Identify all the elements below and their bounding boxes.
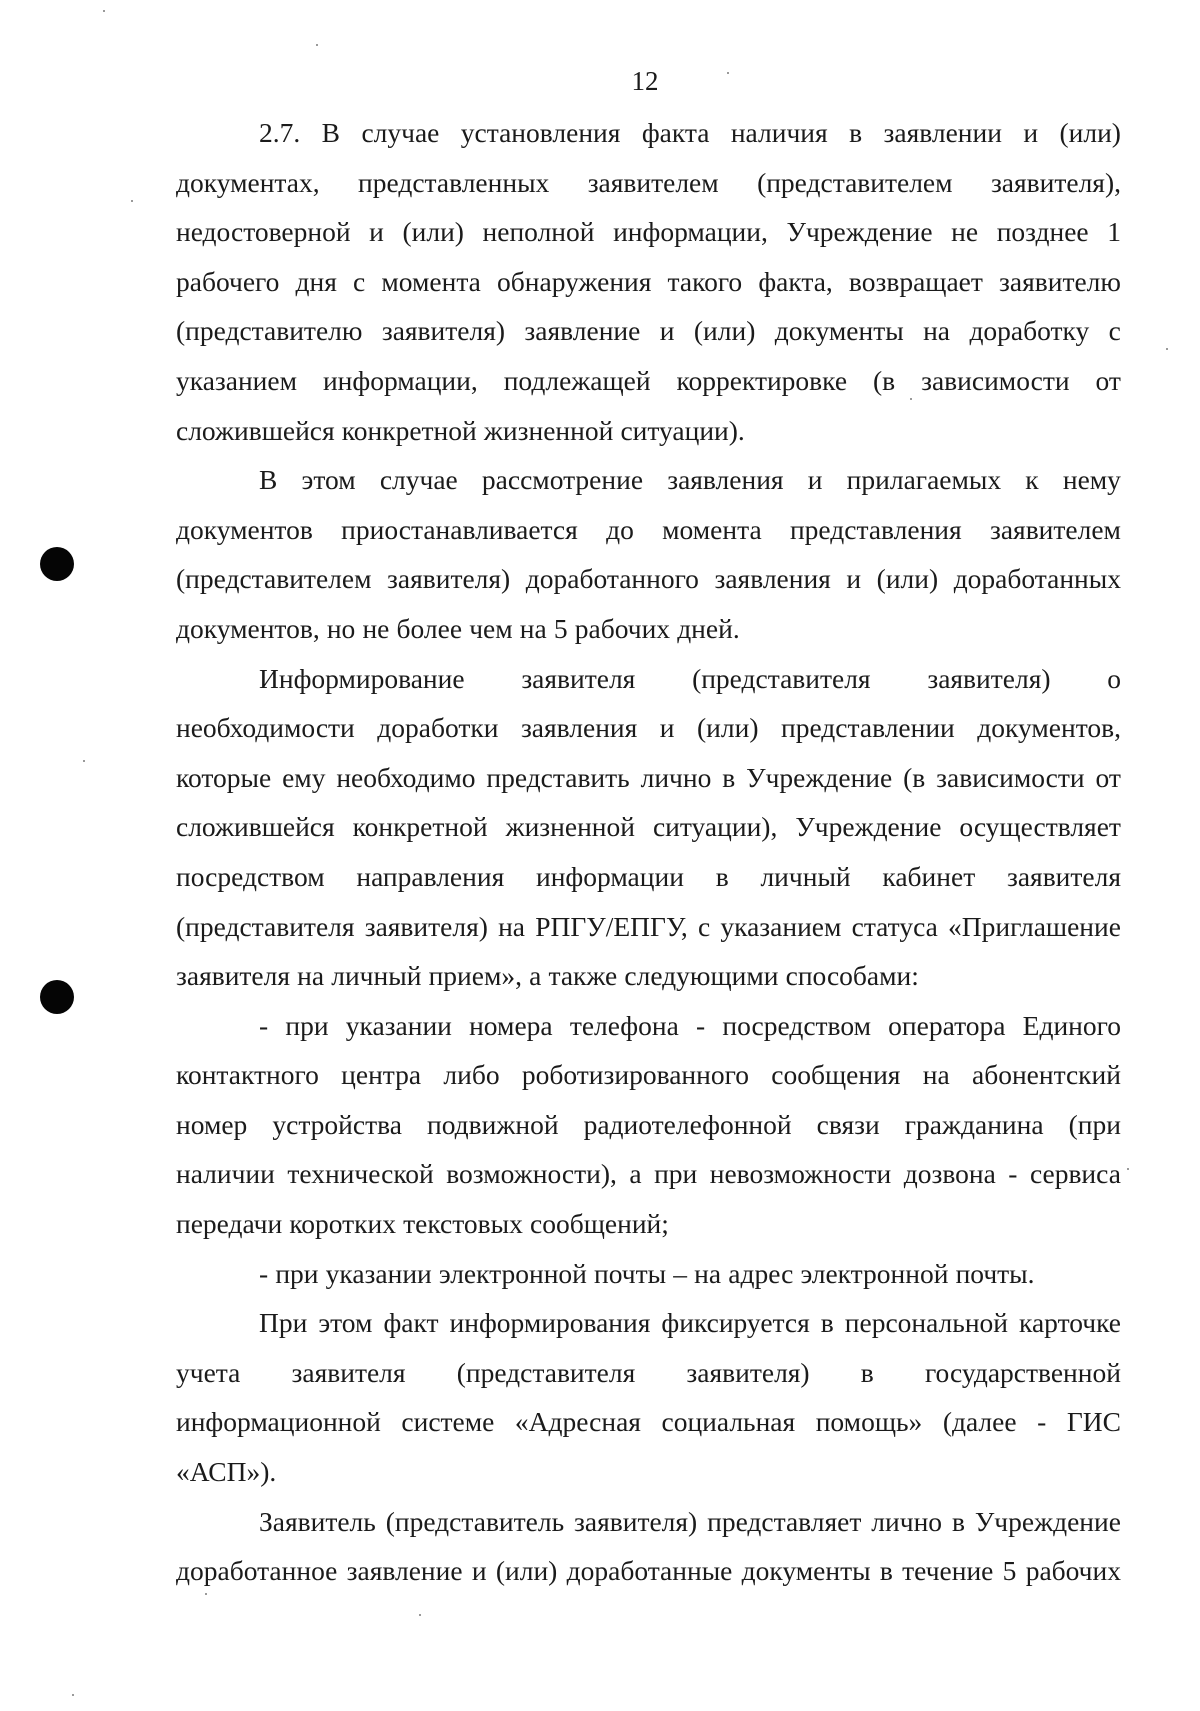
scan-speck: [83, 760, 85, 762]
word: момента: [381, 265, 481, 297]
word: возможности),: [446, 1158, 617, 1190]
text-line: [176, 902, 1121, 952]
word: осуществляет: [959, 811, 1121, 843]
word: дозвона: [903, 1158, 996, 1190]
word: -: [1037, 1406, 1047, 1438]
word: наличия: [730, 117, 828, 148]
word: заявителем: [587, 166, 719, 198]
word: (или): [495, 1555, 558, 1587]
word: заявителя: [521, 662, 636, 694]
word: заявление: [346, 1555, 463, 1587]
word: момента: [662, 513, 762, 545]
word: представленных: [358, 166, 550, 198]
word: (представитель: [385, 1505, 565, 1537]
word: с: [1108, 315, 1121, 347]
word: (представителю: [176, 315, 363, 347]
word: факта: [641, 117, 710, 148]
word: позднее: [996, 216, 1089, 248]
word: представить: [486, 761, 630, 793]
scan-speck: [72, 1694, 74, 1696]
word: и: [846, 563, 862, 595]
word: документов: [176, 513, 313, 545]
word: В: [321, 117, 341, 148]
word: информации,: [322, 364, 478, 396]
word: корректировке: [676, 364, 848, 396]
text-line: [176, 1397, 1121, 1447]
text-line: [176, 1199, 1121, 1249]
word: рабочего: [176, 265, 280, 297]
word: рабочих: [574, 612, 671, 644]
word: –: [673, 1257, 688, 1289]
text-line: [176, 1050, 1121, 1100]
scan-speck: [316, 44, 318, 46]
word: роботизированного: [521, 1059, 749, 1091]
word: случае: [361, 117, 440, 148]
word: указанием: [720, 910, 842, 942]
word: этом: [318, 1307, 373, 1339]
word: ГИС: [1066, 1406, 1121, 1438]
word: Учреждение: [746, 761, 893, 793]
word: документах,: [176, 166, 320, 198]
word: документы: [741, 1555, 871, 1587]
word: и: [1023, 117, 1039, 148]
word: (представителя: [692, 662, 871, 694]
word: сообщений;: [530, 1208, 669, 1240]
word: информации: [536, 860, 684, 892]
word: представляет: [707, 1505, 862, 1537]
word: при: [285, 1009, 329, 1041]
word: в: [860, 1356, 874, 1388]
scan-speck: [103, 10, 105, 12]
word: дней.: [677, 612, 740, 644]
word: заявления: [714, 563, 831, 595]
word: номер: [176, 1108, 248, 1140]
scan-speck: [205, 1593, 207, 1595]
word: (далее: [942, 1406, 1017, 1438]
word: доработку: [969, 315, 1090, 347]
word: случае: [379, 464, 458, 496]
word: личный: [331, 960, 422, 992]
word: телефона: [569, 1009, 679, 1041]
word: способами:: [785, 960, 919, 992]
word: доработанное: [176, 1555, 338, 1587]
word: (представителя: [456, 1356, 636, 1388]
word: а: [629, 1158, 642, 1190]
word: прилагаемых: [846, 464, 1002, 496]
text-line: [176, 554, 1121, 604]
word: электронной: [800, 1257, 949, 1289]
word: связи: [816, 1108, 880, 1140]
word: заявлении: [883, 117, 1002, 148]
text-line: [176, 1298, 1121, 1348]
text-line: [176, 1447, 1121, 1497]
word: в: [715, 860, 729, 892]
word: -: [259, 1257, 269, 1289]
word: указании: [325, 1257, 432, 1289]
word: подлежащей: [503, 364, 651, 396]
word: системе: [401, 1406, 495, 1438]
word: в: [879, 1555, 893, 1587]
text-line: [176, 356, 1121, 406]
word: и: [659, 712, 675, 744]
scan-speck: [419, 1614, 421, 1616]
word: на: [922, 1059, 950, 1091]
word: (или): [876, 563, 939, 595]
text-line: [176, 1348, 1121, 1398]
word: информации,: [613, 216, 768, 248]
word: доработанные: [566, 1555, 733, 1587]
word: но: [326, 612, 356, 644]
word: заявления: [520, 712, 638, 744]
text-line: [176, 703, 1121, 753]
word: приостанавливается: [341, 513, 578, 545]
word: Учреждение: [786, 216, 933, 248]
word: государственной: [924, 1356, 1121, 1388]
word: ситуации).: [620, 414, 745, 446]
punch-hole-bottom: [40, 980, 74, 1014]
word: посредством: [176, 860, 325, 892]
word: до: [606, 513, 634, 545]
word: (или): [693, 315, 756, 347]
word: также: [548, 960, 618, 992]
word: и: [471, 1555, 487, 1587]
text-line: [176, 1249, 1121, 1299]
word: неполной: [482, 216, 595, 248]
text-line: [176, 1546, 1121, 1596]
word: указании: [345, 1009, 452, 1041]
word: конкретной: [341, 414, 477, 446]
word: 5: [1002, 1555, 1017, 1587]
word: Учреждение: [974, 1505, 1121, 1537]
word: подвижной: [426, 1108, 559, 1140]
word: факта,: [758, 265, 833, 297]
word: Заявитель: [259, 1505, 376, 1537]
word: При: [259, 1307, 308, 1339]
word: документы: [774, 315, 904, 347]
word: более: [396, 612, 463, 644]
word: передачи: [176, 1208, 283, 1240]
word: не: [362, 612, 390, 644]
word: (при: [1068, 1108, 1121, 1140]
word: сложившейся: [176, 811, 335, 843]
word: от: [1095, 364, 1121, 396]
word: лично: [871, 1505, 943, 1537]
word: с: [698, 910, 711, 942]
word: направления: [356, 860, 505, 892]
word: на: [923, 315, 951, 347]
word: сообщения: [771, 1059, 901, 1091]
word: необходимо: [336, 761, 476, 793]
word: (или): [402, 216, 464, 248]
word: оператора: [888, 1009, 1006, 1041]
word: нему: [1062, 464, 1121, 496]
word: не: [951, 216, 979, 248]
word: Учреждение: [795, 811, 942, 843]
word: заявителя): [381, 315, 506, 347]
word: и: [369, 216, 384, 248]
word: на: [519, 612, 547, 644]
text-line: [176, 1149, 1121, 1199]
word: центра: [341, 1059, 422, 1091]
word: «Адресная: [514, 1406, 641, 1438]
word: (в: [903, 761, 926, 793]
word: наличии: [176, 1158, 275, 1190]
text-line: [176, 604, 1121, 654]
text-line: [176, 406, 1121, 456]
scan-speck: [1166, 348, 1168, 350]
word: почты: [594, 1257, 667, 1289]
text-line: [176, 802, 1121, 852]
word: -: [1008, 1158, 1018, 1190]
word: социальная: [661, 1406, 796, 1438]
word: заявителя): [927, 662, 1051, 694]
word: заявителя): [387, 563, 511, 595]
text-line: [176, 753, 1121, 803]
word: «Приглашение: [948, 910, 1121, 942]
word: чем: [469, 612, 513, 644]
word: а: [529, 960, 542, 992]
word: с: [353, 265, 366, 297]
word: почты.: [955, 1257, 1035, 1289]
word: технической: [287, 1158, 434, 1190]
word: номера: [469, 1009, 553, 1041]
text-line: [176, 108, 1121, 158]
word: сложившейся: [176, 414, 335, 446]
word: либо: [443, 1059, 500, 1091]
word: помощь»: [815, 1406, 923, 1438]
word: представлении: [781, 712, 955, 744]
word: (представителем: [176, 563, 372, 595]
word: учета: [176, 1356, 241, 1388]
text-line: [176, 1100, 1121, 1150]
word: к: [1025, 464, 1039, 496]
word: на: [498, 910, 526, 942]
word: 2.7.: [259, 117, 301, 148]
page-number: 12: [631, 66, 659, 96]
word: (или): [1059, 117, 1121, 148]
word: рабочих: [1025, 1555, 1121, 1587]
word: (или): [697, 712, 759, 744]
word: (представителя: [176, 910, 355, 942]
word: В: [259, 464, 278, 496]
text-line: [176, 951, 1121, 1001]
word: конкретной: [352, 811, 488, 843]
word: сервиса: [1029, 1158, 1121, 1190]
word: устройства: [272, 1108, 402, 1140]
word: следующими: [624, 960, 779, 992]
text-line: [176, 158, 1121, 208]
word: документов,: [977, 712, 1121, 744]
word: РПГУ/ЕПГУ,: [535, 910, 688, 942]
word: обнаружения: [497, 265, 652, 297]
word: коротких: [289, 1208, 397, 1240]
word: заявление: [524, 315, 641, 347]
word: зависимости: [921, 364, 1070, 396]
word: недостоверной: [176, 216, 351, 248]
word: посредством: [722, 1009, 871, 1041]
word: (в: [873, 364, 896, 396]
word: рассмотрение: [481, 464, 644, 496]
word: и: [807, 464, 823, 496]
word: указанием: [176, 364, 298, 396]
word: доработанного: [525, 563, 699, 595]
document-body: [176, 108, 1121, 1596]
word: доработанных: [953, 563, 1121, 595]
scan-speck: [1127, 1168, 1129, 1170]
word: в: [820, 1307, 834, 1339]
scan-speck: [727, 72, 729, 74]
word: Информирование: [259, 662, 465, 694]
word: заявителю: [999, 265, 1121, 297]
word: «АСП»).: [176, 1456, 277, 1488]
scan-speck: [910, 398, 912, 400]
word: -: [259, 1009, 269, 1041]
word: установления: [460, 117, 621, 148]
word: информационной: [176, 1406, 381, 1438]
word: личный: [760, 860, 851, 892]
text-line: [176, 455, 1121, 505]
word: адрес: [728, 1257, 794, 1289]
word: информирования: [449, 1307, 651, 1339]
scan-speck: [131, 200, 133, 202]
word: этом: [301, 464, 356, 496]
word: фиксируется: [661, 1307, 810, 1339]
word: (представителем: [757, 166, 953, 198]
word: -: [696, 1009, 706, 1041]
word: на: [297, 960, 325, 992]
word: в: [951, 1505, 965, 1537]
word: заявителя: [176, 960, 291, 992]
word: и: [659, 315, 675, 347]
word: заявителем: [989, 513, 1121, 545]
word: в: [722, 761, 736, 793]
word: 5: [553, 612, 568, 644]
word: кабинет: [882, 860, 976, 892]
word: 1: [1107, 216, 1121, 248]
word: ситуации),: [652, 811, 778, 843]
word: заявителя: [1006, 860, 1121, 892]
word: необходимости: [176, 712, 355, 744]
word: доработки: [377, 712, 499, 744]
word: о: [1107, 662, 1121, 694]
word: факт: [383, 1307, 439, 1339]
word: такого: [667, 265, 743, 297]
word: представления: [789, 513, 962, 545]
text-line: [176, 1497, 1121, 1547]
word: дня: [295, 265, 337, 297]
word: заявителя): [364, 910, 488, 942]
word: жизненной: [505, 811, 635, 843]
word: текстовых: [403, 1208, 523, 1240]
word: прием»,: [428, 960, 522, 992]
text-line: [176, 257, 1121, 307]
text-line: [176, 207, 1121, 257]
punch-hole-top: [40, 547, 74, 581]
text-line: [176, 654, 1121, 704]
word: контактного: [176, 1059, 319, 1091]
word: заявителя): [574, 1505, 698, 1537]
word: на: [694, 1257, 722, 1289]
text-line: [176, 306, 1121, 356]
word: карточке: [1019, 1307, 1121, 1339]
word: течение: [902, 1555, 994, 1587]
word: лично: [640, 761, 712, 793]
word: невозможности: [709, 1158, 892, 1190]
word: персональной: [844, 1307, 1009, 1339]
text-line: [176, 1001, 1121, 1051]
word: жизненной: [483, 414, 614, 446]
word: которые: [176, 761, 272, 793]
word: заявителя),: [990, 166, 1121, 198]
text-line: [176, 505, 1121, 555]
word: заявления: [667, 464, 784, 496]
word: статуса: [851, 910, 938, 942]
word: возвращает: [848, 265, 983, 297]
word: в: [849, 117, 863, 148]
word: Единого: [1022, 1009, 1121, 1041]
word: от: [1095, 761, 1121, 793]
word: при: [275, 1257, 319, 1289]
word: радиотелефонной: [583, 1108, 792, 1140]
word: зависимости: [936, 761, 1085, 793]
word: ему: [282, 761, 326, 793]
word: заявителя): [686, 1356, 810, 1388]
word: гражданина: [904, 1108, 1044, 1140]
word: при: [654, 1158, 698, 1190]
text-line: [176, 852, 1121, 902]
word: документов,: [176, 612, 320, 644]
word: абонентский: [972, 1059, 1121, 1091]
word: электронной: [438, 1257, 587, 1289]
word: заявителя: [291, 1356, 406, 1388]
